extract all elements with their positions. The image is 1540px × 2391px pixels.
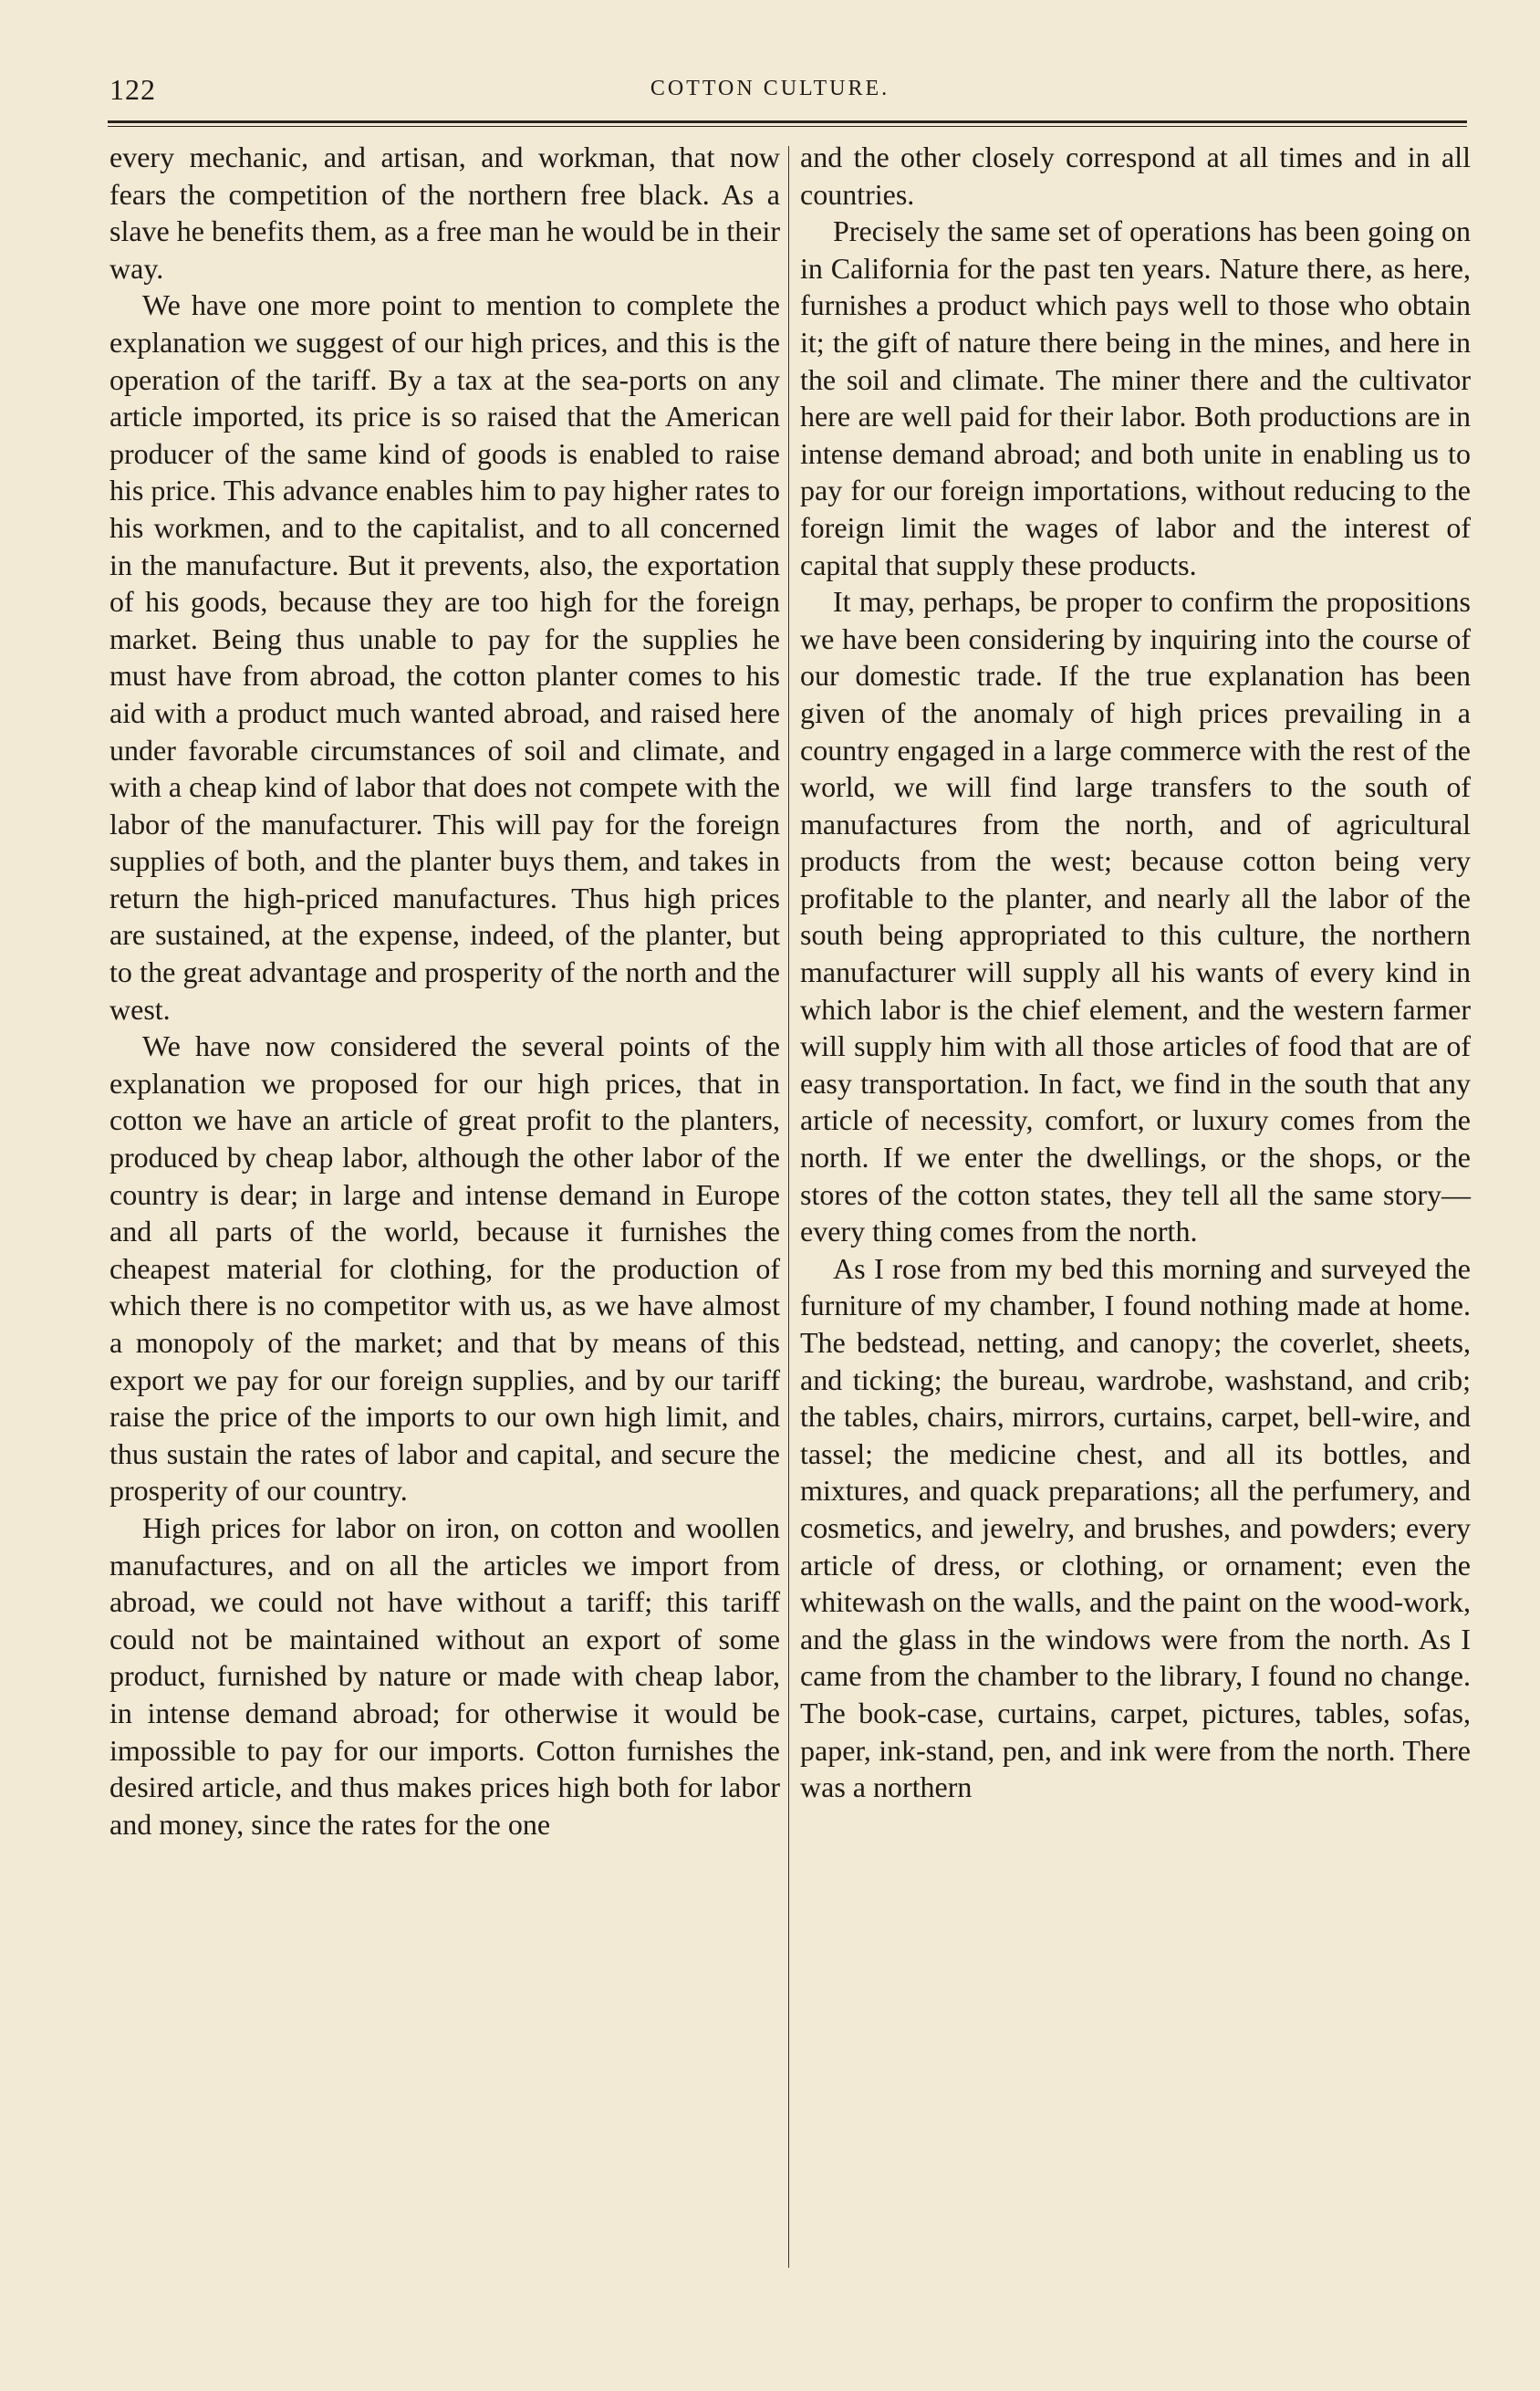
header-rule — [108, 120, 1467, 123]
header-rule-thin — [108, 126, 1467, 127]
paragraph: We have now considered the several points of the explanation we proposed for our high prices, that in cotton we have an article of great profit to the planters, produced by cheap labor, although the other labor of the country is dear; in large and intense demand in Europe and all parts of the world, because it furnishes the cheapest material for clothing, for the production of which there is no competitor with us, as we have almost a monopoly of the market; and that by means of this export we pay for our foreign supplies, and by our tariff raise the price of the imports to our own high limit, and thus sustain the rates of labor and capital, and secure the prosperity of our country. — [109, 1029, 780, 1508]
running-title: COTTON CULTURE. — [650, 77, 890, 100]
right-column — [800, 139, 1471, 1806]
left-column — [109, 139, 780, 1843]
paragraph: As I rose from my bed this morning and surveyed the furniture of my chamber, I found nothing made at home. The bedstead, netting, and canopy; the coverlet, sheets, and ticking; the bureau, wardrobe, washstand, and crib; the tables, chairs, mirrors, curtains, carpet, bell-wire, and tassel; the medicine chest, and all its bottles, and mixtures, and quack preparations; all the perfumery, and cosmetics, and jewelry, and brushes, and powders; every article of dress, or clothing, or ornament; even the whitewash on the walls, and the paint on the wood-work, and the glass in the windows were from the north. As I came from the chamber to the library, I found no change. The book-case, curtains, carpet, pictures, tables, sofas, paper, ink-stand, pen, and ink were from the north. There was a northern — [800, 1251, 1471, 1804]
paragraph: and the other closely correspond at all times and in all countries. — [800, 141, 1471, 211]
paragraph: High prices for labor on iron, on cotton and woollen manufactures, and on all the articles we import from abroad, we could not have without a tariff; this tariff could not be maintained without an export of some product, furnished by nature or made with cheap labor, in intense demand abroad; for otherwise it would be impossible to pay for our imports. Cotton furnishes the desired article, and thus makes prices high both for labor and money, since the rates for the one — [109, 1510, 780, 1841]
paragraph: We have one more point to mention to complete the explanation we suggest of our high prices, and this is the operation of the tariff. By a tax at the sea-ports on any article imported, its price is so raised that the American producer of the same kind of goods is enabled to raise his price. This advance enables him to pay higher rates to his workmen, and to the capitalist, and to all concerned in the manufacture. But it prevents, also, the exportation of his goods, because they are too high for the foreign market. Being thus unable to pay for the supplies he must have from abroad, the cotton planter comes to his aid with a product much wanted abroad, and raised here under favorable circumstances of soil and climate, and with a cheap kind of labor that does not compete with the labor of the manufacturer. This will pay for the foreign supplies of both, and the planter buys them, and takes in return the high-priced manufactures. Thus high prices are sustained, at the expense, indeed, of the planter, but to the great advantage and prosperity of the north and the west. — [109, 288, 780, 1026]
paragraph: Precisely the same set of operations has been going on in California for the past ten years. Nature there, as here, furnishes a product which pays well to those who obtain it; the gift of nature there being in the mines, and here in the soil and climate. The miner there and the cultivator here are well paid for their labor. Both productions are in intense demand abroad; and both unite in enabling us to pay for our foreign importations, without reducing to the foreign limit the wages of labor and the interest of capital that supply these products. — [800, 214, 1471, 581]
column-divider — [788, 146, 789, 2268]
page-number: 122 — [109, 73, 156, 106]
paragraph: every mechanic, and artisan, and workman, that now fears the competition of the northern free black. As a slave he benefits them, as a free man he would be in their way. — [109, 141, 780, 285]
paragraph: It may, perhaps, be proper to confirm the propositions we have been considering by inquiring into the course of our domestic trade. If the true explanation has been given of the anomaly of high prices prevailing in a country engaged in a large commerce with the rest of the world, we will find large transfers to the south of manufactures from the north, and of agricultural products from the west; because cotton being very profitable to the planter, and nearly all the labor of the south being appropriated to this culture, the northern manufacturer will supply all his wants of every kind in which labor is the chief element, and the western farmer will supply him with all those articles of food that are of easy transportation. In fact, we find in the south that any article of necessity, comfort, or luxury comes from the north. If we enter the dwellings, or the shops, or the stores of the cotton states, they tell all the same story—every thing comes from the north. — [800, 585, 1471, 1248]
